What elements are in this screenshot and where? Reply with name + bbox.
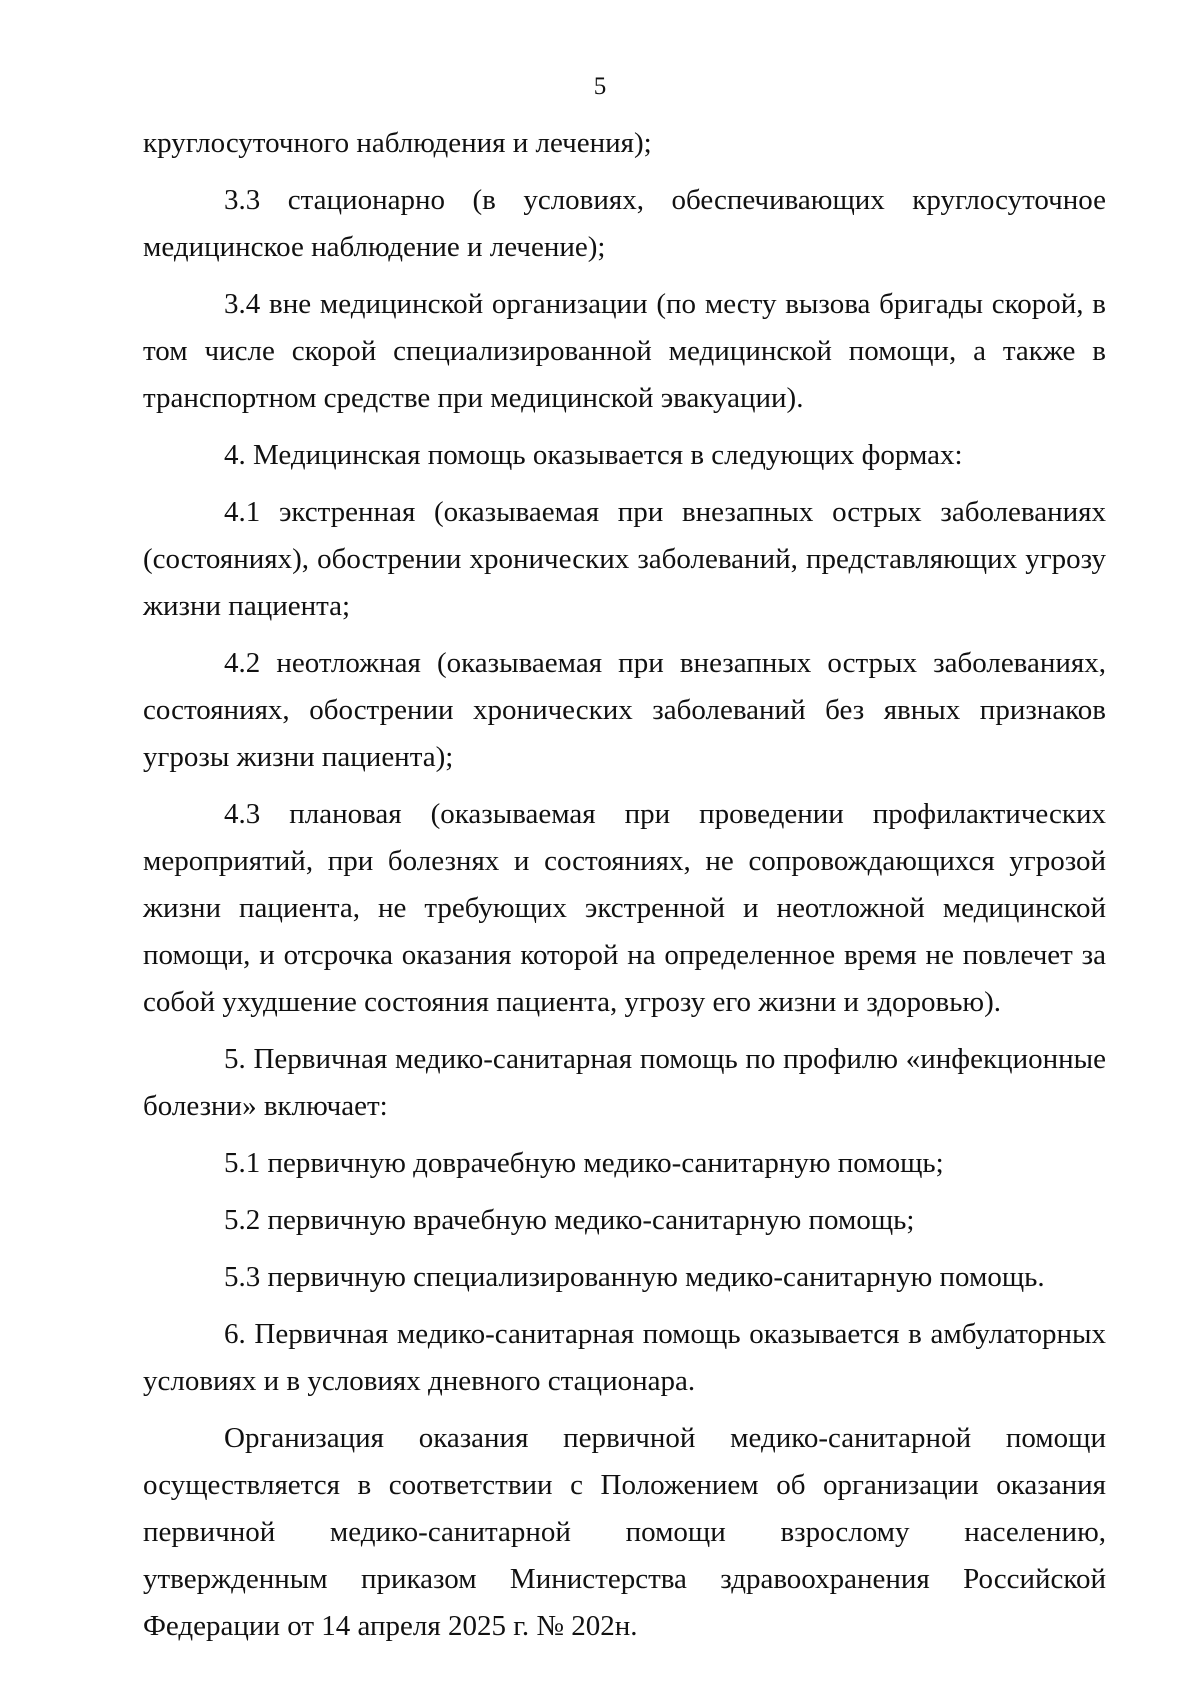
paragraph-4: 4. Медицинская помощь оказывается в следующих формах: bbox=[224, 439, 963, 471]
paragraph-4-1: 4.1 экстренная (оказываемая при внезапных острых заболеваниях (состояниях), обострении хронических заболеваний, представляющих угрозу жизни пациента; bbox=[143, 496, 1106, 622]
paragraph-organization: Организация оказания первичной медико-санитарной помощи осуществляется в соответствии с Положением об организации оказания первичной медико-санитарной помощи взрослому населению, утвержденным приказом Министерства здравоохранения Российской Федерации от 14 апреля 2025 г. № 202н. bbox=[143, 1422, 1106, 1642]
paragraph-3-3: 3.3 стационарно (в условиях, обеспечивающих круглосуточное медицинское наблюдение и лечение); bbox=[143, 184, 1106, 263]
paragraph-continuation: круглосуточного наблюдения и лечения); bbox=[143, 127, 652, 159]
paragraph-4-3: 4.3 плановая (оказываемая при проведении профилактических мероприятий, при болезнях и состояниях, не сопровождающихся угрозой жизни пациента, не требующих экстренной и неотложной медицинской помощи, и отсрочка оказания которой на определенное время не повлечет за собой ухудшение состояния пациента, угрозу его жизни и здоровью). bbox=[143, 798, 1106, 1018]
paragraph-5: 5. Первичная медико-санитарная помощь по профилю «инфекционные болезни» включает: bbox=[143, 1043, 1106, 1122]
paragraph-6: 6. Первичная медико-санитарная помощь оказывается в амбулаторных условиях и в условиях дневного стационара. bbox=[143, 1318, 1106, 1397]
paragraph-4-2: 4.2 неотложная (оказываемая при внезапных острых заболеваниях, состояниях, обострении хронических заболеваний без явных признаков угрозы жизни пациента); bbox=[143, 647, 1106, 773]
paragraph-5-3: 5.3 первичную специализированную медико-санитарную помощь. bbox=[224, 1261, 1045, 1293]
paragraph-5-1: 5.1 первичную доврачебную медико-санитарную помощь; bbox=[224, 1147, 944, 1179]
page-number: 5 bbox=[593, 73, 607, 100]
paragraph-3-4: 3.4 вне медицинской организации (по месту вызова бригады скорой, в том числе скорой специализированной медицинской помощи, а также в транспортном средстве при медицинской эвакуации). bbox=[143, 288, 1106, 414]
document-body bbox=[143, 120, 1106, 1660]
paragraph-5-2: 5.2 первичную врачебную медико-санитарную помощь; bbox=[224, 1204, 915, 1236]
